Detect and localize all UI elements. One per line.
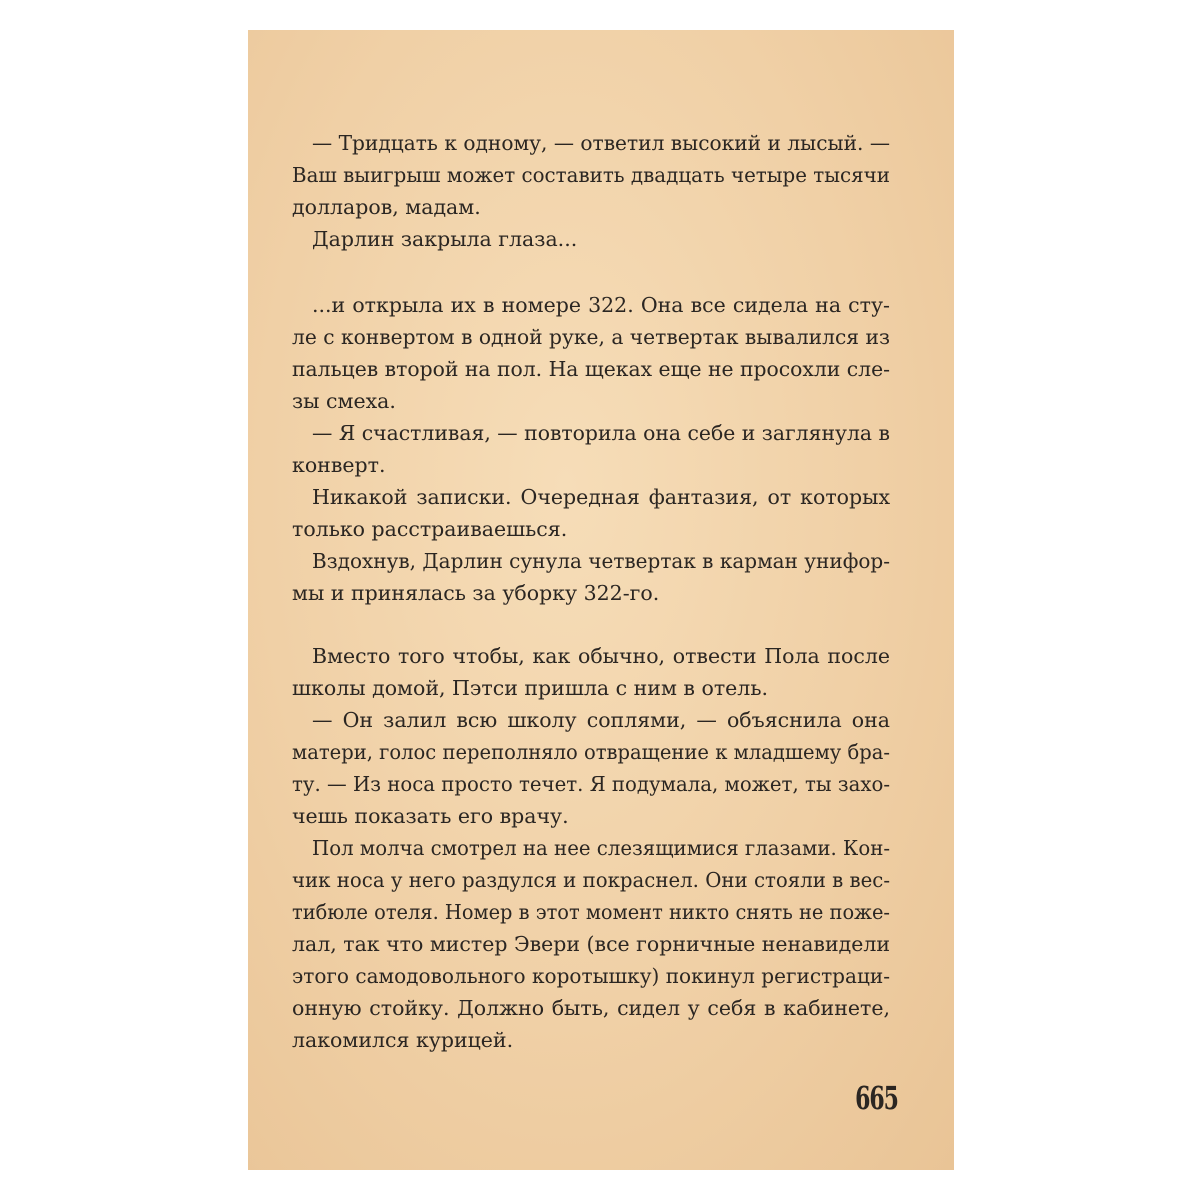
text-line: ...и открыла их в номере 322. Она все сидела на сту- [312, 293, 890, 317]
text-line: Вздохнув, Дарлин сунула четвертак в карман унифор- [312, 549, 890, 573]
text-line: лакомился курицей. [292, 1028, 514, 1052]
text-line: — Тридцать к одному, — ответил высокий и лысый. — [312, 131, 890, 155]
text-line: зы смеха. [292, 389, 396, 413]
text-line: Вместо того чтобы, как обычно, отвести Пола после [312, 644, 890, 668]
page-number: 665 [855, 1080, 898, 1118]
text-line: школы домой, Пэтси пришла с ним в отель. [292, 676, 769, 700]
text-line: Никакой записки. Очередная фантазия, от которых [312, 485, 890, 509]
text-line: Ваш выигрыш может составить двадцать четыре тысячи [292, 163, 890, 187]
text-line: конверт. [292, 453, 386, 477]
book-page [248, 30, 954, 1170]
text-line: этого самодовольного коротышку) покинул регистраци- [292, 964, 890, 988]
text-line: онную стойку. Должно быть, сидел у себя в кабинете, [292, 996, 890, 1020]
text-line: только расстраиваешься. [292, 517, 568, 541]
text-line: пальцев второй на пол. На щеках еще не просохли сле- [292, 357, 890, 381]
text-line: матери, голос переполняло отвращение к младшему бра- [292, 740, 890, 764]
text-line: лал, так что мистер Эвери (все горничные ненавидели [292, 932, 890, 956]
text-line: Пол молча смотрел на нее слезящимися глазами. Кон- [312, 836, 890, 860]
text-line: чик носа у него раздулся и покраснел. Они стояли в вес- [292, 868, 890, 892]
text-line: — Я счастливая, — повторила она себе и заглянула в [312, 421, 890, 445]
text-line: Дарлин закрыла глаза... [312, 227, 578, 251]
text-line: — Он залил всю школу соплями, — объяснила она [312, 708, 890, 732]
text-line: тибюле отеля. Номер в этот момент никто снять не поже- [292, 900, 890, 924]
text-line: мы и принялась за уборку 322-го. [292, 581, 660, 605]
text-line: ле с конвертом в одной руке, а четвертак вывалился из [292, 325, 890, 349]
text-line: долларов, мадам. [292, 195, 481, 219]
text-line: ту. — Из носа просто течет. Я подумала, может, ты захо- [292, 772, 890, 796]
text-line: чешь показать его врачу. [292, 804, 569, 828]
